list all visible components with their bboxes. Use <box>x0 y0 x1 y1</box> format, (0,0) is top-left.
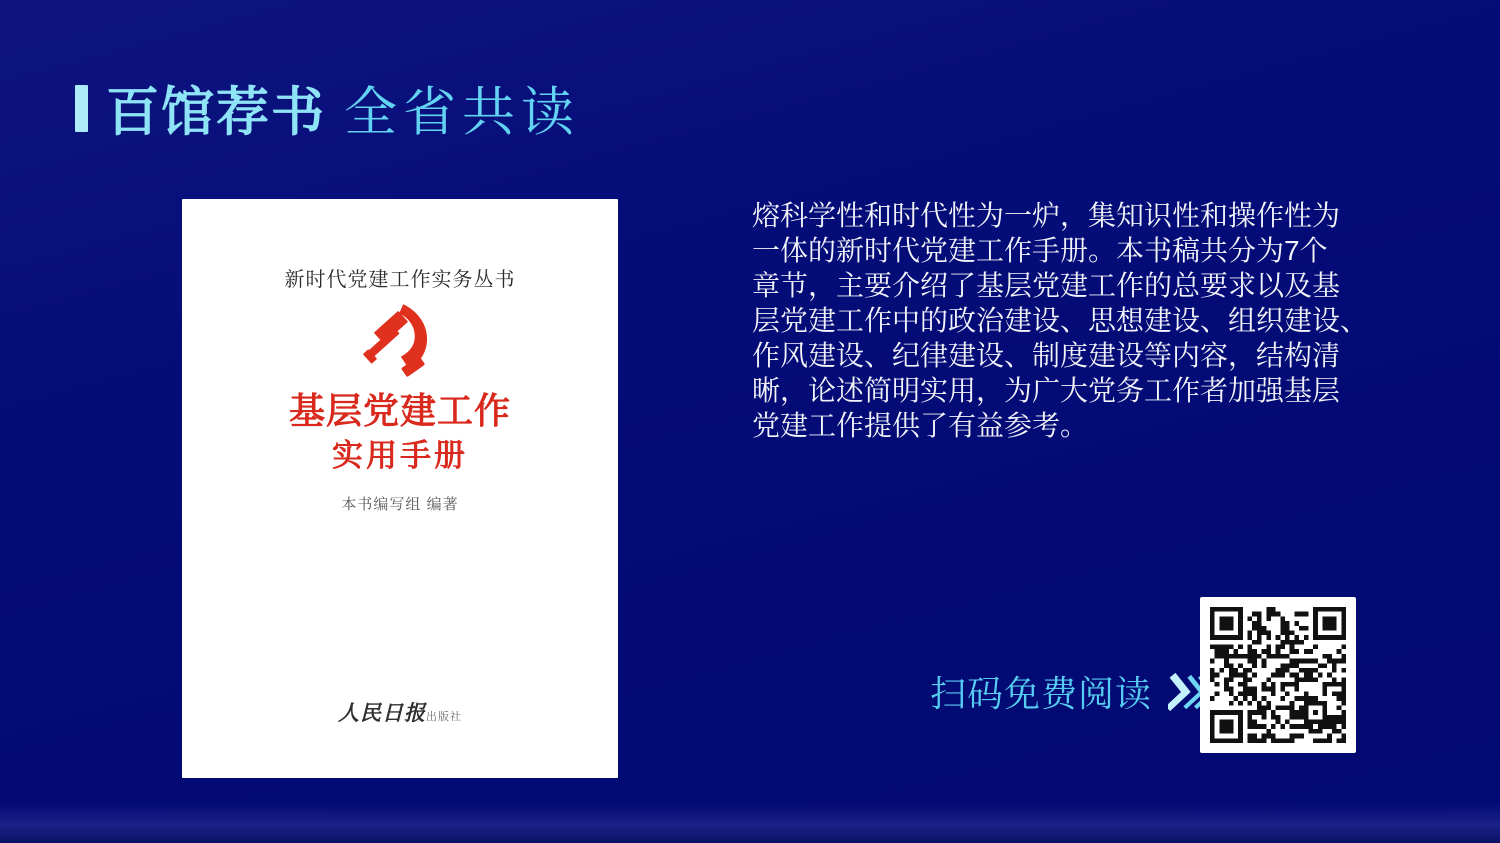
description-line: 作风建设、纪律建设、制度建设等内容，结构清 <box>752 340 1341 371</box>
book-series-title: 新时代党建工作实务丛书 <box>284 269 516 291</box>
description-line: 章节，主要介绍了基层党建工作的总要求以及基 <box>752 270 1341 301</box>
description-line: 熔科学性和时代性为一炉，集知识性和操作性为 <box>752 200 1341 231</box>
qr-code <box>1200 597 1356 753</box>
party-emblem-icon <box>182 301 618 383</box>
description-line: 层党建工作中的政治建设、思想建设、组织建设、 <box>752 305 1369 336</box>
page-title-secondary: 全省共读 <box>344 83 580 142</box>
page-header <box>75 70 580 146</box>
book-title-sub: 实用手册 <box>332 438 468 473</box>
book-title-main: 基层党建工作 <box>288 391 511 431</box>
description-line: 晰，论述简明实用，为广大党务工作者加强基层 <box>752 375 1341 406</box>
book-description <box>752 198 1400 443</box>
bottom-gradient-band <box>0 803 1500 843</box>
book-author-line: 本书编写组 编著 <box>341 496 459 513</box>
accent-bar <box>75 85 88 132</box>
book-publisher <box>182 697 618 727</box>
description-line: 党建工作提供了有益参考。 <box>752 410 1089 441</box>
publisher-suffix: 出版社 <box>426 711 462 723</box>
book-cover <box>182 199 618 778</box>
publisher-logo-text: 人民日报 <box>338 701 426 725</box>
cta-row <box>930 666 1214 717</box>
scan-to-read-label: 扫码免费阅读 <box>930 673 1153 714</box>
page-title-primary: 百馆荐书 <box>106 83 326 142</box>
description-line: 一体的新时代党建工作手册。本书稿共分为7个 <box>752 235 1328 266</box>
